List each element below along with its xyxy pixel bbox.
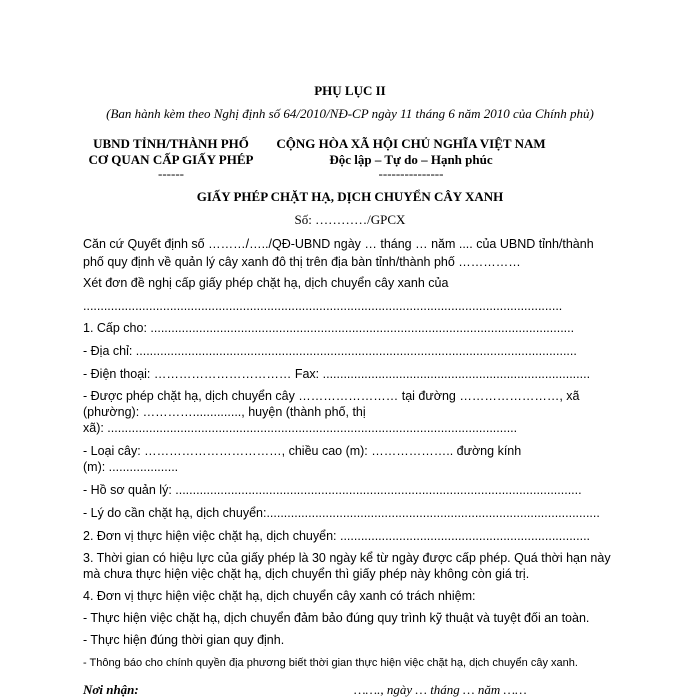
basis-line-1: Căn cứ Quyết định số ………/…../QĐ-UBND ngày … tháng … năm .... của UBND tỉnh/thành: [83, 237, 594, 251]
nation-motto: Độc lập – Tự do – Hạnh phúc: [329, 152, 493, 167]
grant-to-line: 1. Cấp cho: ..........................................................................................................................: [83, 321, 575, 335]
consider-blank: ..........................................................................................................................................: [83, 299, 563, 313]
document-title: GIẤY PHÉP CHẶT HẠ, DỊCH CHUYỂN CÂY XANH: [196, 189, 504, 204]
duty-item-notify: - Thông báo cho chính quyền địa phương biết thời gian thực hiện việc chặt hạ, dịch chuyển cây xanh.: [83, 657, 578, 669]
records-line: - Hồ sơ quản lý: .....................................................................................................................: [83, 483, 582, 497]
validity-line-2: mà chưa thực hiện việc chặt hạ, dịch chuyển thì giấy phép này không còn giá trị.: [83, 567, 530, 581]
allowed-line-2: (phường): ………….............., huyện (thành phố, thị: [83, 405, 366, 419]
nation-rule: ---------------: [378, 166, 444, 181]
tree-type-line-2: (m): ....................: [83, 460, 179, 474]
duty-item-schedule: - Thực hiện đúng thời gian quy định.: [83, 633, 285, 647]
validity-line-1: 3. Thời gian có hiệu lực của giấy phép là 30 ngày kể từ ngày được cấp phép. Quá thời hạn này: [83, 551, 611, 565]
consider-line: Xét đơn đề nghị cấp giấy phép chặt hạ, dịch chuyển cây xanh của: [83, 276, 449, 290]
phone-fax-line: - Điện thoại: …………………………… Fax: .............................................................................: [83, 367, 591, 381]
document-number: Số: …………/GPCX: [294, 212, 406, 227]
allowed-line-1: - Được phép chặt hạ, dịch chuyển cây …………………… tại đường ……………………, xã: [83, 389, 580, 403]
date-line: ……., ngày … tháng … năm ……: [354, 682, 527, 697]
nation-title: CỘNG HÒA XÃ HỘI CHỦ NGHĨA VIỆT NAM: [276, 136, 546, 151]
unit-line: 2. Đơn vị thực hiện việc chặt hạ, dịch chuyển: ........................................................................: [83, 529, 591, 543]
duty-item-technical: - Thực hiện việc chặt hạ, dịch chuyển đảm bảo đúng quy trình kỹ thuật và tuyệt đối an toàn.: [83, 611, 590, 625]
agency-line2: CƠ QUAN CẤP GIẤY PHÉP: [88, 152, 254, 167]
reason-line: - Lý do cần chặt hạ, dịch chuyển:................................................................................................: [83, 506, 600, 520]
recipients-label: Nơi nhận:: [83, 682, 139, 697]
address-line: - Địa chỉ: ...............................................................................................................................: [83, 344, 577, 358]
duty-heading: 4. Đơn vị thực hiện việc chặt hạ, dịch chuyển cây xanh có trách nhiệm:: [83, 589, 476, 603]
allowed-line-3: xã): ......................................................................................................................: [83, 421, 518, 435]
appendix-heading: PHỤ LỤC II: [314, 83, 386, 98]
agency-line1: UBND TỈNH/THÀNH PHỐ: [93, 136, 249, 151]
tree-type-line-1: - Loại cây: ……………………………, chiều cao (m): ……………….. đường kính: [83, 444, 522, 458]
issued-by-note: (Ban hành kèm theo Nghị định số 64/2010/NĐ-CP ngày 11 tháng 6 năm 2010 của Chính phủ): [106, 106, 594, 121]
agency-rule: ------: [158, 166, 184, 181]
basis-line-2: phố quy định về quản lý cây xanh đô thị trên địa bàn tỉnh/thành phố ……………: [83, 255, 521, 269]
